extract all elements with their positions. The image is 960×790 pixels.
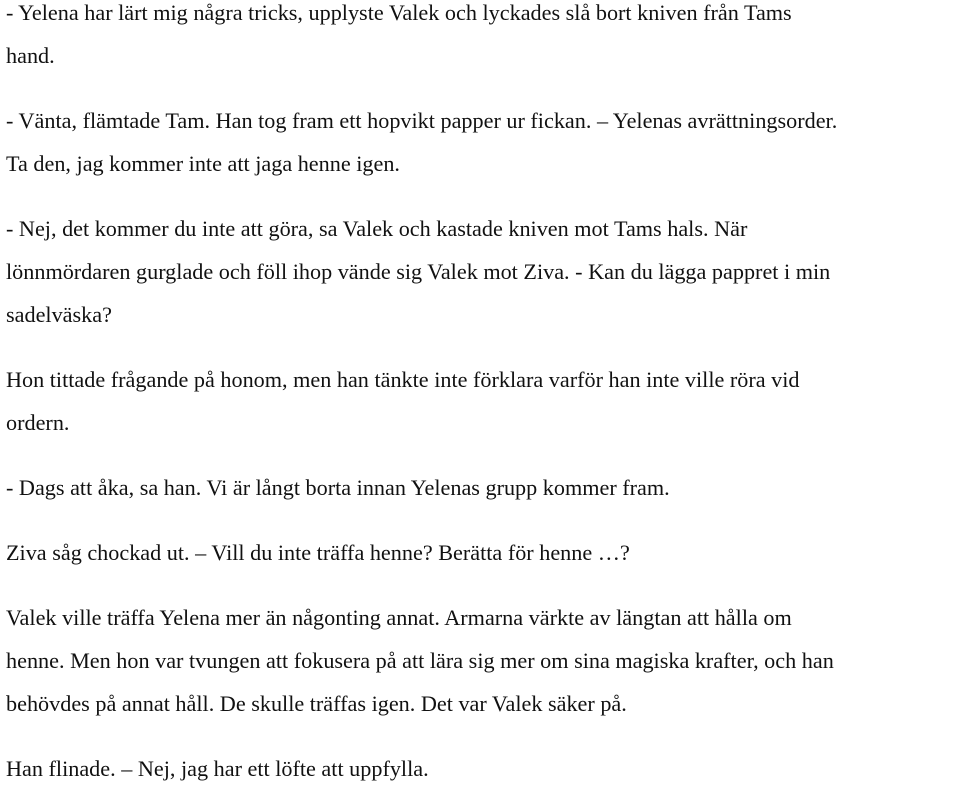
paragraph xyxy=(6,0,956,77)
paragraph xyxy=(6,466,956,509)
document-page xyxy=(6,0,956,790)
paragraph xyxy=(6,531,956,574)
text-line: lönnmördaren gurglade och föll ihop vände sig Valek mot Ziva. - Kan du lägga pappret i min xyxy=(6,259,831,284)
text-line: - Dags att åka, sa han. Vi är långt borta innan Yelenas grupp kommer fram. xyxy=(6,475,670,500)
paragraph xyxy=(6,99,956,185)
text-line: ordern. xyxy=(6,410,70,435)
text-line: Hon tittade frågande på honom, men han tänkte inte förklara varför han inte ville röra vid xyxy=(6,367,800,392)
text-line: sadelväska? xyxy=(6,302,112,327)
text-line: Valek ville träffa Yelena mer än någonting annat. Armarna värkte av längtan att hålla om xyxy=(6,605,792,630)
text-line: - Vänta, flämtade Tam. Han tog fram ett hopvikt papper ur fickan. – Yelenas avrättningsorder. xyxy=(6,108,838,133)
text-line: Ta den, jag kommer inte att jaga henne igen. xyxy=(6,151,400,176)
text-line: behövdes på annat håll. De skulle träffas igen. Det var Valek säker på. xyxy=(6,691,627,716)
text-line: - Yelena har lärt mig några tricks, upplyste Valek och lyckades slå bort kniven från Tams xyxy=(6,0,792,25)
paragraph xyxy=(6,207,956,336)
paragraph xyxy=(6,358,956,444)
text-line: Ziva såg chockad ut. – Vill du inte träffa henne? Berätta för henne …? xyxy=(6,540,630,565)
paragraph xyxy=(6,596,956,725)
text-line: henne. Men hon var tvungen att fokusera på att lära sig mer om sina magiska krafter, och han xyxy=(6,648,834,673)
text-line: - Nej, det kommer du inte att göra, sa Valek och kastade kniven mot Tams hals. När xyxy=(6,216,748,241)
text-line: hand. xyxy=(6,43,55,68)
paragraph xyxy=(6,747,956,790)
text-line: Han flinade. – Nej, jag har ett löfte att uppfylla. xyxy=(6,756,429,781)
